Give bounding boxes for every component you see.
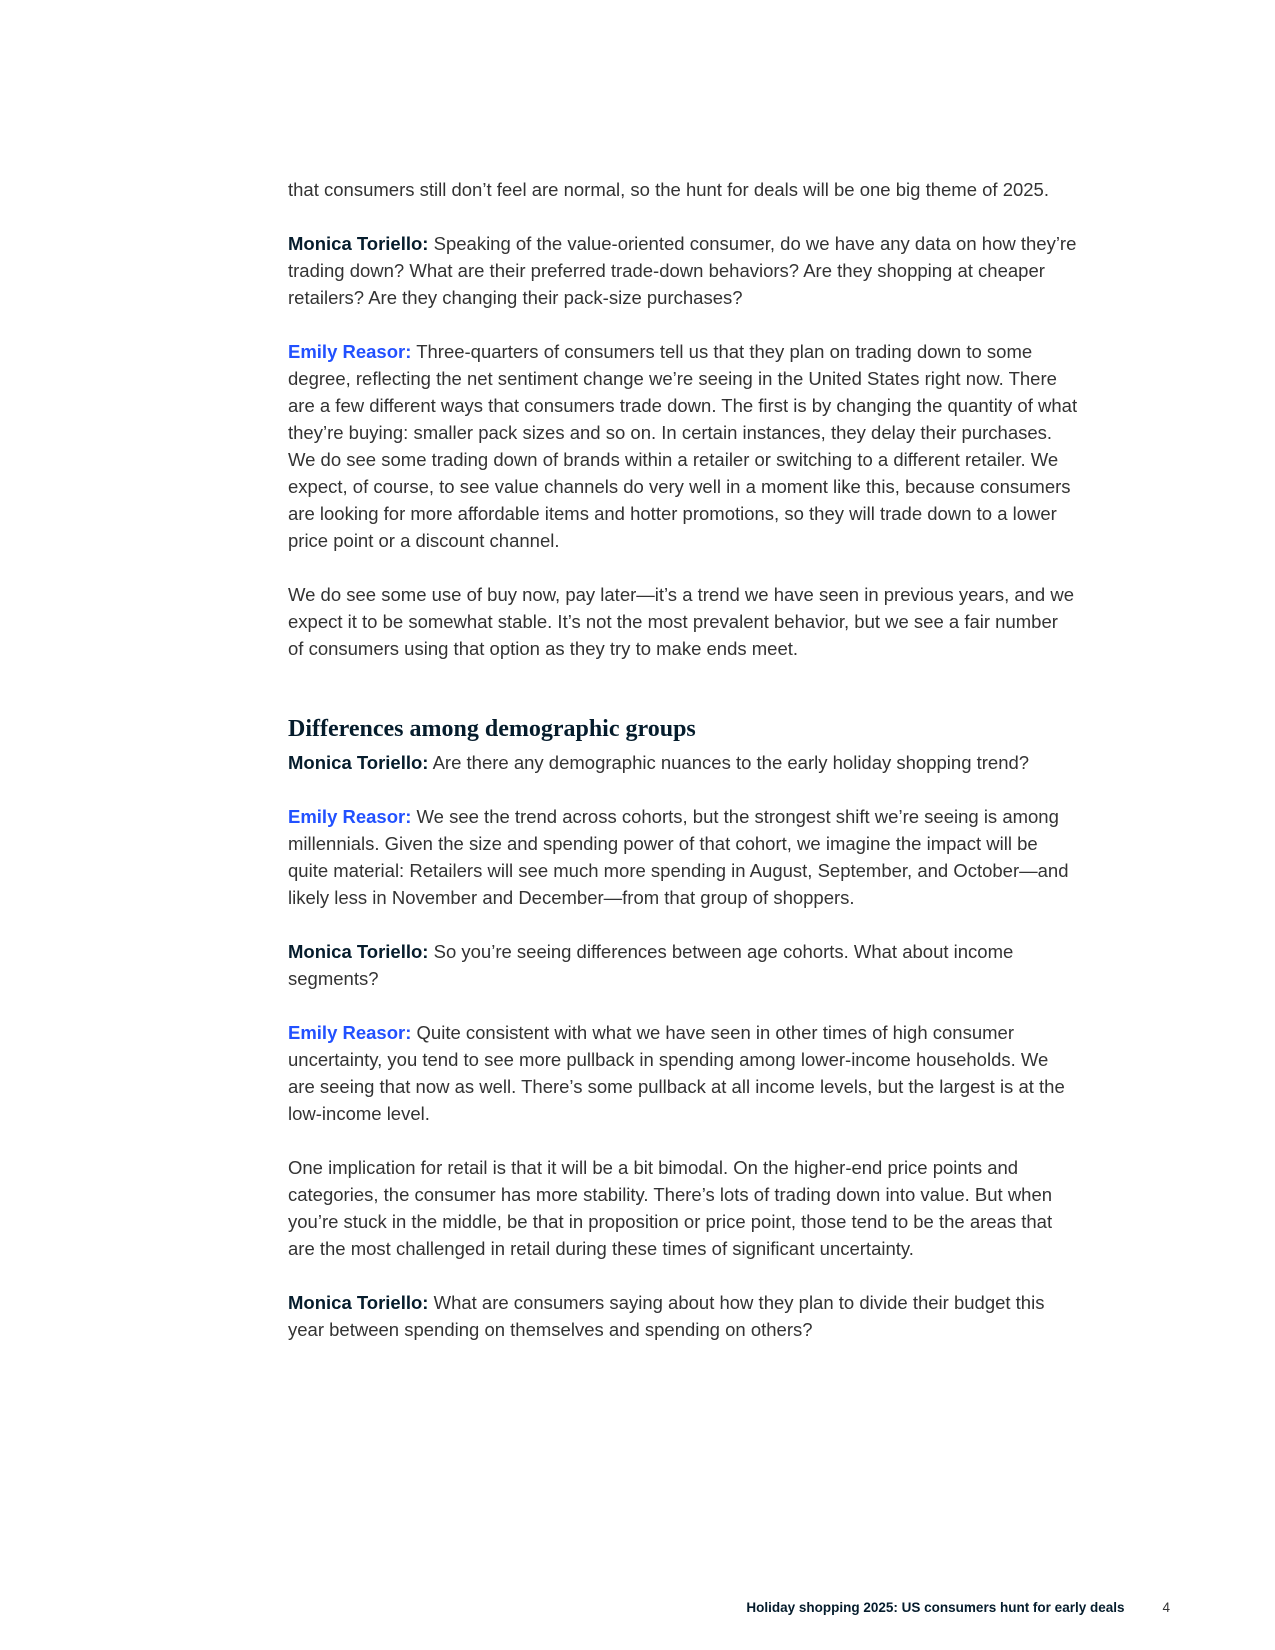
paragraph-text: One implication for retail is that it will be a bit bimodal. On the higher-end price points and categories, the consumer has more stability. There’s lots of trading down into value. But when you’re stuck in the middle, be that in proposition or price point, those tend to be the areas that are the most challenged in retail during these times of significant uncertainty. bbox=[288, 1157, 1053, 1259]
page-number: 4 bbox=[1162, 1600, 1170, 1615]
footer-title: Holiday shopping 2025: US consumers hunt for early deals bbox=[746, 1600, 1125, 1615]
paragraph-text: We see the trend across cohorts, but the strongest shift we’re seeing is among millennials. Given the size and spending power of that cohort, we imagine the impact will be quite material: Retailers will see much more spending in August, September, and October—and likely less in November and December—from that group of shoppers. bbox=[288, 806, 1069, 908]
paragraph-monica-question-trade-down bbox=[288, 230, 1078, 311]
paragraph-text: So you’re seeing differences between age cohorts. What about income segments? bbox=[288, 941, 1014, 989]
section-heading: Differences among demographic groups bbox=[288, 716, 696, 742]
paragraph-emily-answer-income bbox=[288, 1019, 1078, 1127]
speaker-label-monica: Monica Toriello: bbox=[288, 233, 429, 254]
paragraph-bimodal bbox=[288, 1154, 1078, 1262]
paragraph-bnpl bbox=[288, 581, 1078, 662]
paragraph-text: Speaking of the value-oriented consumer, do we have any data on how they’re trading down? What are their preferred trade-down behaviors? Are they shopping at cheaper retailers? Are they changing their pack-size purchases? bbox=[288, 233, 1077, 308]
paragraph-emily-answer-millennials bbox=[288, 803, 1078, 911]
paragraph-text: What are consumers saying about how they plan to divide their budget this year between spending on themselves and spending on others? bbox=[288, 1292, 1045, 1340]
speaker-label-emily: Emily Reasor: bbox=[288, 341, 412, 362]
paragraph-emily-answer-trade-down bbox=[288, 338, 1078, 554]
speaker-label-monica: Monica Toriello: bbox=[288, 941, 429, 962]
paragraph-text: Are there any demographic nuances to the early holiday shopping trend? bbox=[428, 752, 1030, 773]
article-body bbox=[288, 176, 1078, 1370]
paragraph-intro-continuation bbox=[288, 176, 1078, 203]
page-footer bbox=[746, 1600, 1170, 1615]
paragraph-monica-question-demographics bbox=[288, 749, 1078, 776]
speaker-label-emily: Emily Reasor: bbox=[288, 806, 412, 827]
paragraph-text: Three-quarters of consumers tell us that they plan on trading down to some degree, reflecting the net sentiment change we’re seeing in the United States right now. There are a few different ways that consumers trade down. The first is by changing the quantity of what they’re buying: smaller pack sizes and so on. In certain instances, they delay their purchases. We do see some trading down of brands within a retailer or switching to a different retailer. We expect, of course, to see value channels do very well in a moment like this, because consumers are looking for more affordable items and hotter promotions, so they will trade down to a lower price point or a discount channel. bbox=[288, 341, 1078, 551]
speaker-label-monica: Monica Toriello: bbox=[288, 1292, 429, 1313]
speaker-label-monica: Monica Toriello: bbox=[288, 752, 429, 773]
paragraph-monica-question-income bbox=[288, 938, 1078, 992]
paragraph-monica-question-budget bbox=[288, 1289, 1078, 1343]
paragraph-text: Quite consistent with what we have seen in other times of high consumer uncertainty, you tend to see more pullback in spending among lower-income households. We are seeing that now as well. There’s some pullback at all income levels, but the largest is at the low-income level. bbox=[288, 1022, 1065, 1124]
paragraph-text: We do see some use of buy now, pay later—it’s a trend we have seen in previous years, and we expect it to be somewhat stable. It’s not the most prevalent behavior, but we see a fair number of consumers using that option as they try to make ends meet. bbox=[288, 584, 1075, 659]
paragraph-text: that consumers still don’t feel are normal, so the hunt for deals will be one big theme of 2025. bbox=[288, 179, 1049, 200]
speaker-label-emily: Emily Reasor: bbox=[288, 1022, 412, 1043]
